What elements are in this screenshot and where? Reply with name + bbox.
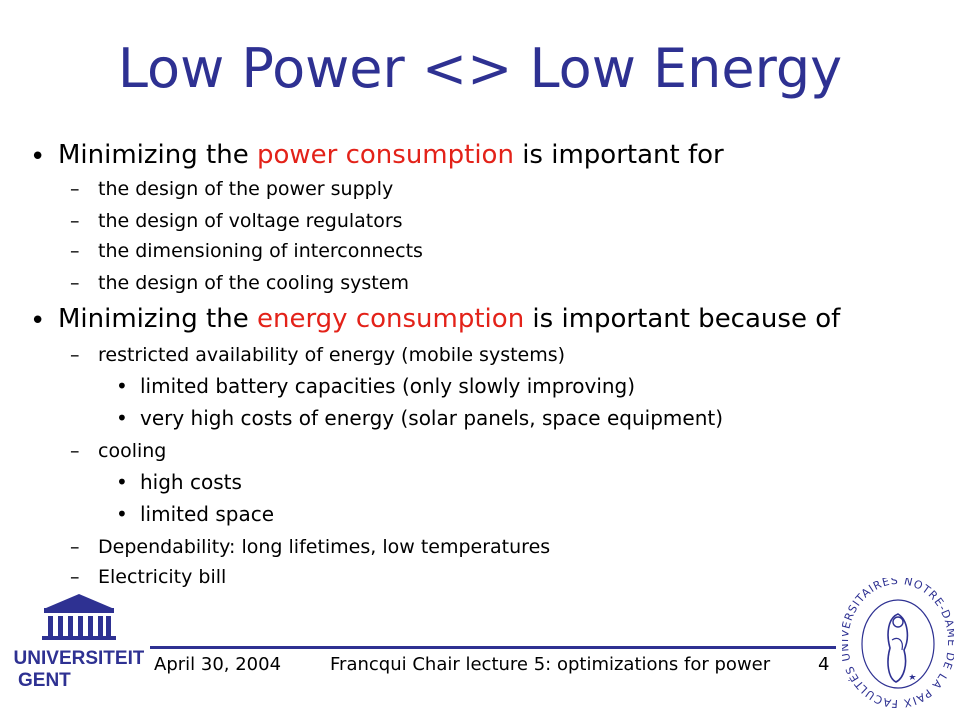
- ugent-building-icon: [14, 590, 144, 702]
- seal-text: FACULTÉS RSITAIRES NOTRE-D E LA PAIX: [842, 578, 954, 708]
- ugent-logo: [14, 590, 144, 702]
- sub-sub-bullet: •: [116, 502, 128, 526]
- bullet-2: [58, 304, 840, 334]
- sub-dash: –: [70, 344, 80, 366]
- bullet-1-sub-2: the design of voltage regulators: [98, 210, 403, 232]
- sub-dash: –: [70, 240, 80, 262]
- ugent-logo-line1: UNIVERSITEIT: [14, 648, 144, 669]
- bullet-1-text-after: is important for: [513, 140, 724, 170]
- sub-dash: –: [70, 178, 80, 200]
- bullet-1-sub-1: the design of the power supply: [98, 178, 394, 200]
- bullet-2-text-after: is important because of: [524, 304, 841, 334]
- sub-dash: –: [70, 272, 80, 294]
- bullet-2-sub-2: cooling: [98, 440, 167, 462]
- bullet-2-subsub-2: very high costs of energy (solar panels, space equipment): [140, 406, 724, 430]
- footer-date: April 30, 2004: [154, 654, 282, 675]
- ugent-logo-line2: GENT: [18, 670, 71, 691]
- bullet-1-sub-3: the dimensioning of interconnects: [98, 240, 423, 262]
- bullet-1: [58, 140, 724, 170]
- slide-title: Low Power <> Low Energy: [117, 37, 843, 100]
- sub-dash: –: [70, 210, 80, 232]
- bullet-2-subsub-3: high costs: [140, 470, 242, 494]
- bullet-1-sub-4: the design of the cooling system: [98, 272, 409, 294]
- bullet-2-text-before: Minimizing the: [58, 304, 257, 334]
- sub-sub-bullet: •: [116, 406, 128, 430]
- bullet-dot: •: [30, 142, 46, 172]
- namur-seal: [842, 578, 954, 708]
- bullet-1-text-before: Minimizing the: [58, 140, 257, 170]
- page-number: 4: [818, 654, 830, 675]
- bullet-2-highlight: energy consumption: [256, 304, 525, 334]
- footer-rule: [150, 646, 836, 649]
- sub-sub-bullet: •: [116, 470, 128, 494]
- footer-title: Francqui Chair lecture 5: optimizations for power: [330, 654, 771, 675]
- bullet-2-subsub-1: limited battery capacities (only slowly improving): [140, 374, 636, 398]
- bullet-2-sub-3: Dependability: long lifetimes, low temperatures: [98, 536, 551, 558]
- sub-dash: –: [70, 566, 80, 588]
- bullet-1-highlight: power consumption: [256, 140, 514, 170]
- sub-dash: –: [70, 440, 80, 462]
- madonna-seal-icon: [842, 578, 954, 708]
- sub-sub-bullet: •: [116, 374, 128, 398]
- sub-dash: –: [70, 536, 80, 558]
- bullet-2-sub-1: restricted availability of energy (mobile systems): [98, 344, 566, 366]
- bullet-dot: •: [30, 306, 46, 336]
- bullet-2-sub-4: Electricity bill: [98, 566, 227, 588]
- bullet-2-subsub-4: limited space: [140, 502, 275, 526]
